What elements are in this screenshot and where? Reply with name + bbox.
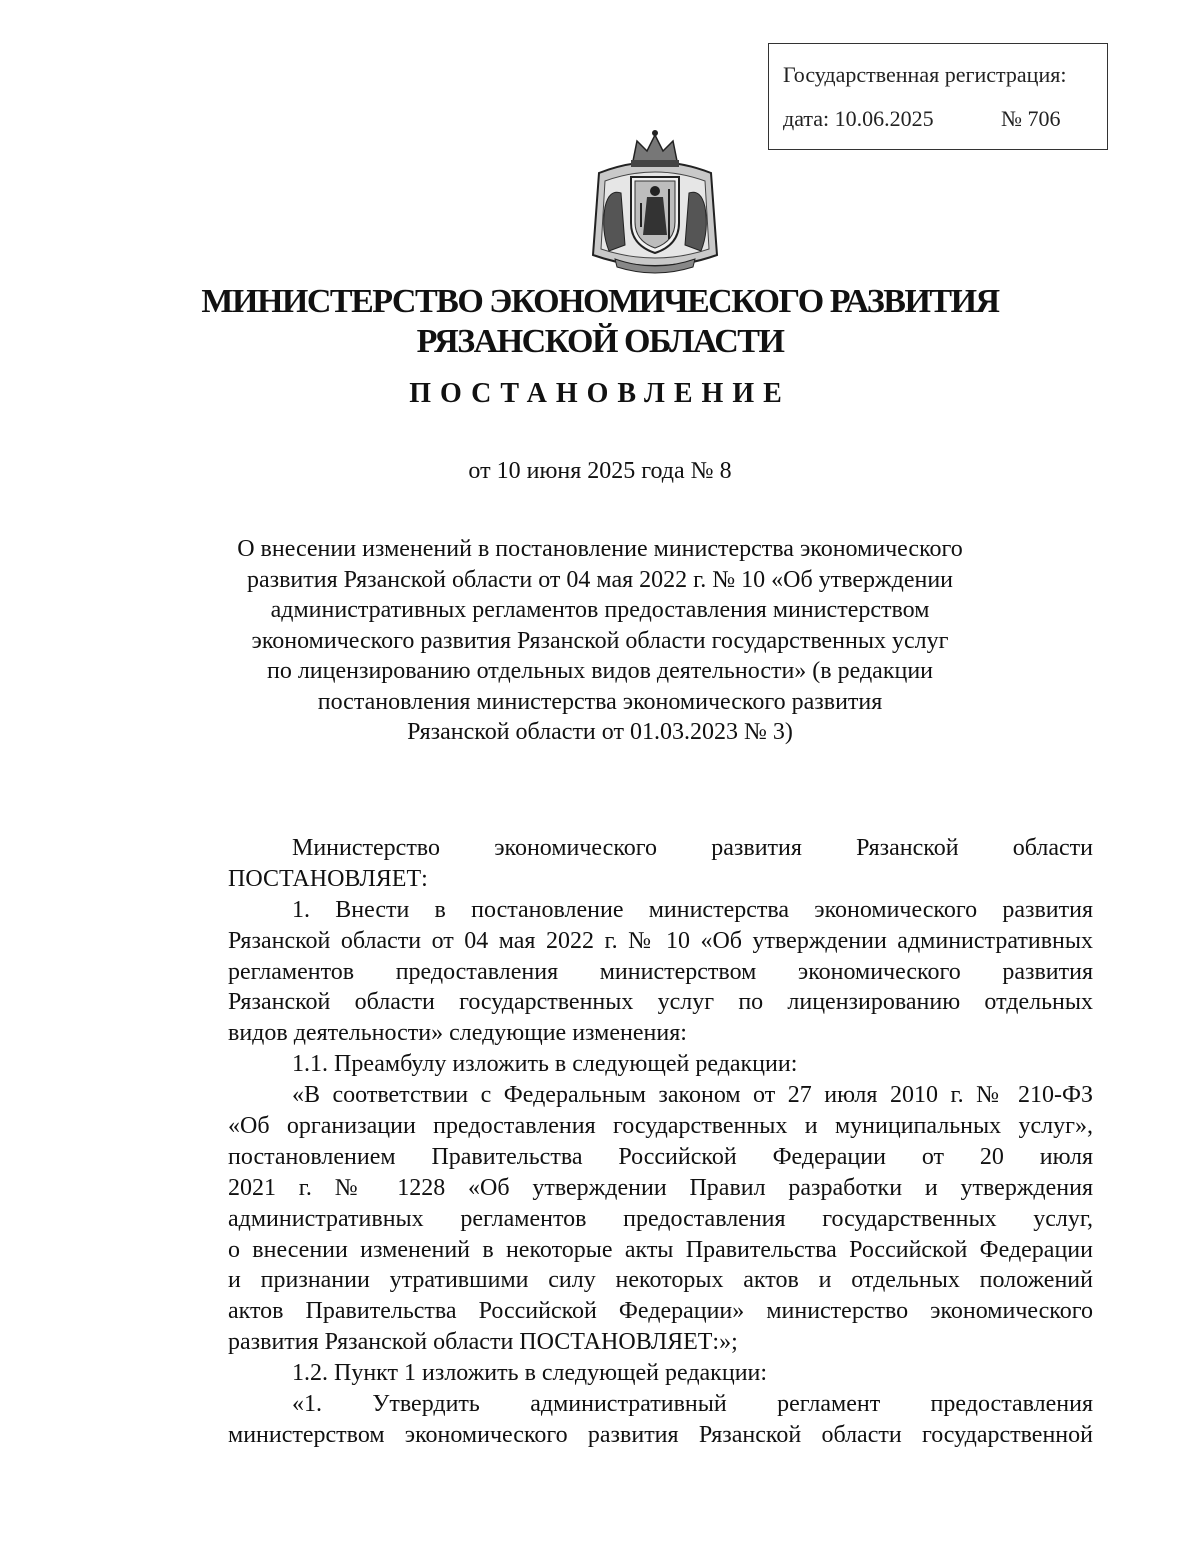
registration-number: № 706 (1001, 106, 1061, 131)
subject-line: экономического развития Рязанской области государственных услуг (251, 627, 949, 654)
body-line: «В соответствии с Федеральным законом от 27 июля 2010 г. № 210-ФЗ (292, 1082, 1093, 1109)
body-line: «Об организации предоставления государственных и муниципальных услуг», (228, 1113, 1093, 1140)
registration-stamp (768, 43, 1108, 150)
body-line: видов деятельности» следующие изменения: (228, 1020, 687, 1047)
body-line: ПОСТАНОВЛЯЕТ: (228, 865, 428, 892)
registration-title: Государственная регистрация: (783, 62, 1067, 87)
ministry-name (0, 282, 1200, 362)
subject-line: постановления министерства экономического развития (317, 688, 883, 715)
body-line: Рязанской области государственных услуг по лицензированию отдельных (228, 989, 1093, 1016)
body-line: 1. Внести в постановление министерства экономического развития (292, 896, 1093, 923)
body-line: о внесении изменений в некоторые акты Правительства Российской Федерации (228, 1236, 1093, 1263)
document-body (228, 833, 1093, 1451)
body-line: развития Рязанской области ПОСТАНОВЛЯЕТ:»; (228, 1329, 738, 1356)
subject-line: административных регламентов предоставления министерством (270, 597, 930, 623)
body-line: министерством экономического развития Рязанской области государственной (228, 1421, 1093, 1448)
registration-date: дата: 10.06.2025 (783, 106, 934, 131)
body-line: и признании утратившими силу некоторых актов и отдельных положений (228, 1267, 1093, 1294)
ministry-name-line-2: РЯЗАНСКОЙ ОБЛАСТИ (416, 323, 784, 360)
body-line: регламентов предоставления министерством экономического развития (228, 958, 1093, 985)
subject-line: развития Рязанской области от 04 мая 2022 г. № 10 «Об утверждении (246, 566, 954, 593)
document-date: от 10 июня 2025 года № 8 (468, 458, 732, 484)
body-line: Министерство экономического развития Рязанской области (292, 835, 1093, 861)
ryazan-coat-of-arms-icon (585, 127, 725, 277)
body-line: административных регламентов предоставления государственных услуг, (228, 1205, 1093, 1232)
body-line: 1.2. Пункт 1 изложить в следующей редакции: (292, 1360, 768, 1387)
body-line: 2021 г. № 1228 «Об утверждении Правил разработки и утверждения (228, 1174, 1093, 1201)
body-line: актов Правительства Российской Федерации» министерство экономического (228, 1298, 1093, 1325)
subject-line: О внесении изменений в постановление министерства экономического (237, 536, 963, 562)
subject-line: Рязанской области от 01.03.2023 № 3) (407, 719, 793, 745)
document-type: ПОСТАНОВЛЕНИЕ (409, 378, 791, 409)
document-subject (230, 534, 970, 748)
body-line: Рязанской области от 04 мая 2022 г. № 10 «Об утверждении административных (228, 927, 1093, 954)
ministry-name-line-1: МИНИСТЕРСТВО ЭКОНОМИЧЕСКОГО РАЗВИТИЯ (201, 283, 999, 320)
body-line: «1. Утвердить административный регламент предоставления (292, 1391, 1093, 1418)
body-line: 1.1. Преамбулу изложить в следующей редакции: (292, 1051, 798, 1078)
subject-line: по лицензированию отдельных видов деятельности» (в редакции (266, 658, 934, 684)
body-line: постановлением Правительства Российской Федерации от 20 июля (228, 1143, 1093, 1170)
